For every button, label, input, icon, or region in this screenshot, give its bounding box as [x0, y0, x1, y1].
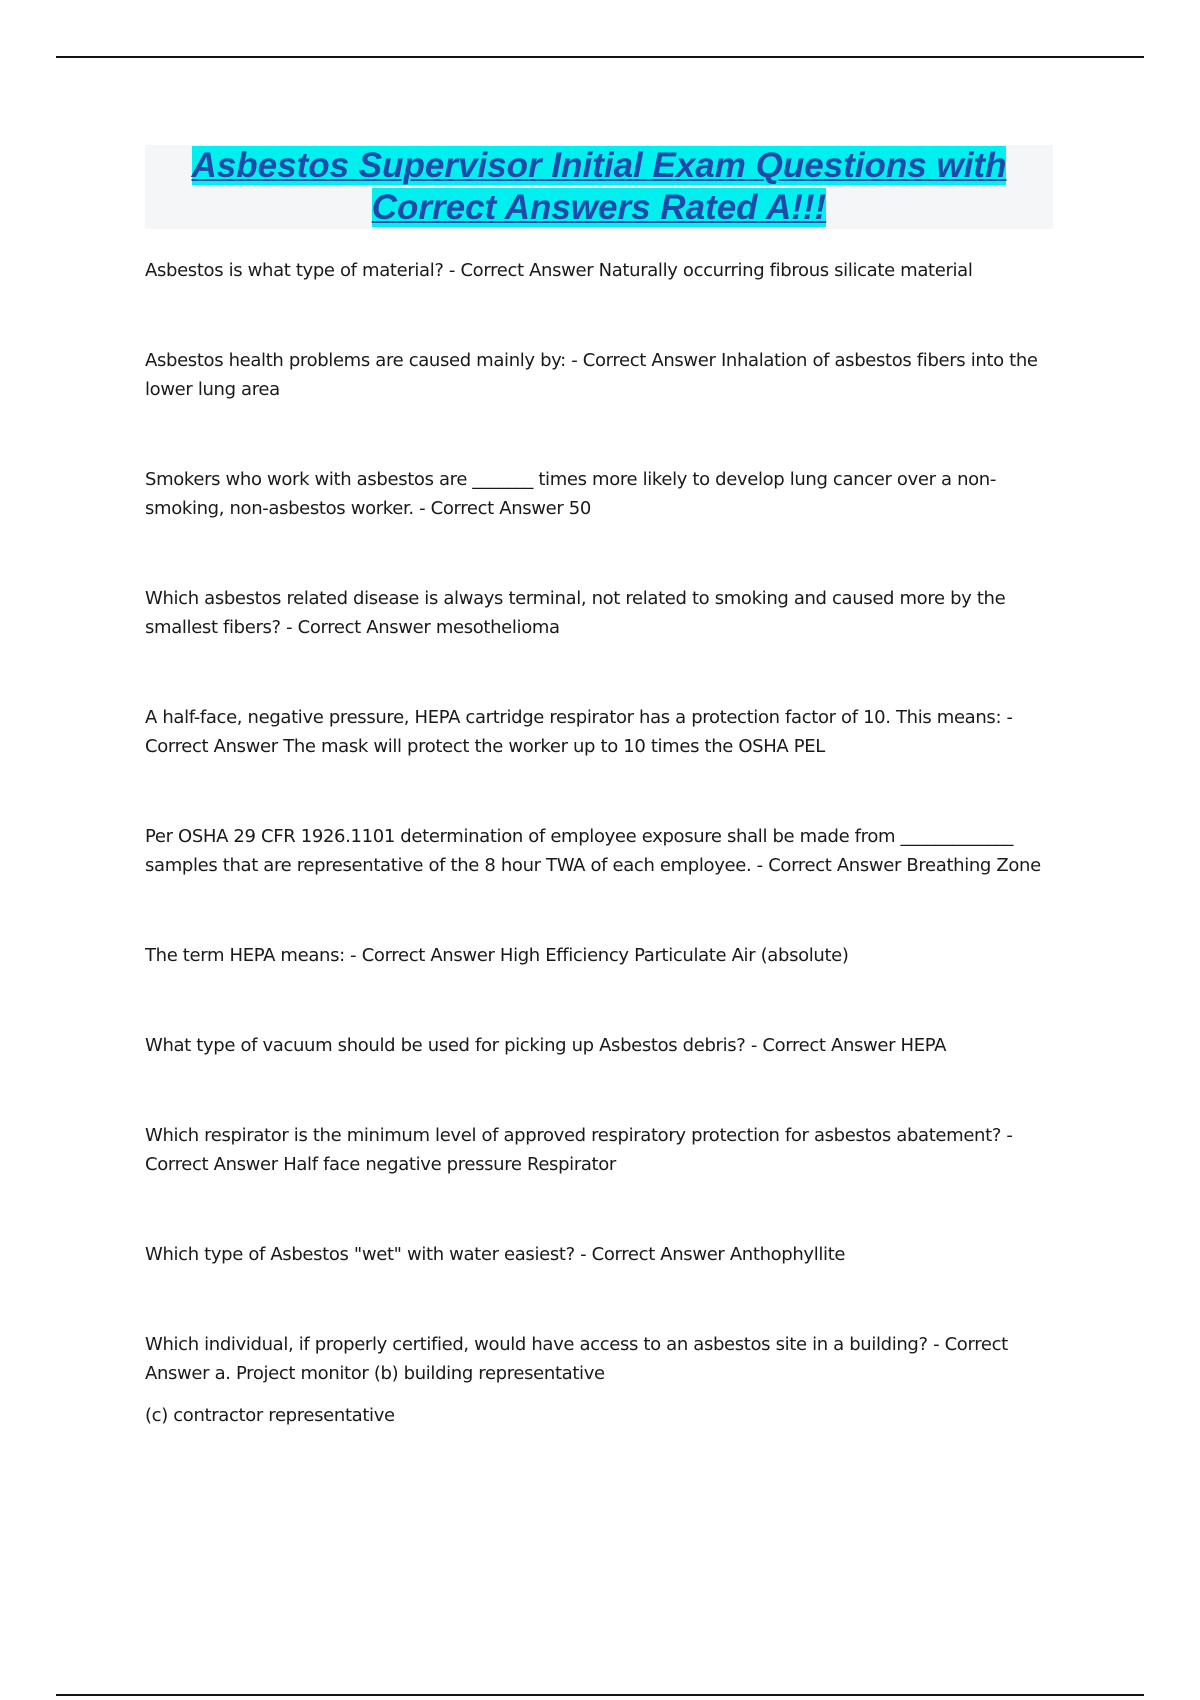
qa-item: Which asbestos related disease is always terminal, not related to smoking and caused more by the smallest fibers? - Correct Answer mesothelioma: [145, 588, 1006, 638]
title-banner: [145, 145, 1053, 229]
qa-item-continuation: (c) contractor representative: [145, 1405, 395, 1426]
qa-item: The term HEPA means: - Correct Answer High Efficiency Particulate Air (absolute): [145, 945, 849, 966]
qa-item: What type of vacuum should be used for picking up Asbestos debris? - Correct Answer HEPA: [145, 1035, 947, 1056]
footer-rule: [56, 1694, 1144, 1696]
qa-item: Which respirator is the minimum level of approved respiratory protection for asbestos abatement? - Correct Answer Half face negative pressure Respirator: [145, 1125, 1013, 1175]
qa-item: Which individual, if properly certified, would have access to an asbestos site in a building? - Correct Answer a. Project monitor (b) building representative: [145, 1334, 1008, 1384]
qa-item: Asbestos is what type of material? - Correct Answer Naturally occurring fibrous silicate material: [145, 260, 973, 281]
qa-item: Per OSHA 29 CFR 1926.1101 determination of employee exposure shall be made from _____________ samples that are representative of the 8 hour TWA of each employee. - Correct Answer Breathing Zone: [145, 826, 1041, 876]
header-rule: [56, 56, 1144, 58]
qa-list: [145, 256, 1045, 1430]
page-title: Asbestos Supervisor Initial Exam Questions with Correct Answers Rated A!!!: [191, 146, 1007, 227]
qa-item: A half-face, negative pressure, HEPA cartridge respirator has a protection factor of 10. This means: - Correct Answer The mask will protect the worker up to 10 times the OSHA PEL: [145, 707, 1013, 757]
qa-item: Asbestos health problems are caused mainly by: - Correct Answer Inhalation of asbestos fibers into the lower lung area: [145, 350, 1038, 400]
qa-item: Which type of Asbestos "wet" with water easiest? - Correct Answer Anthophyllite: [145, 1244, 846, 1265]
qa-item: Smokers who work with asbestos are _______ times more likely to develop lung cancer over a non-smoking, non-asbestos worker. - Correct Answer 50: [145, 469, 997, 519]
